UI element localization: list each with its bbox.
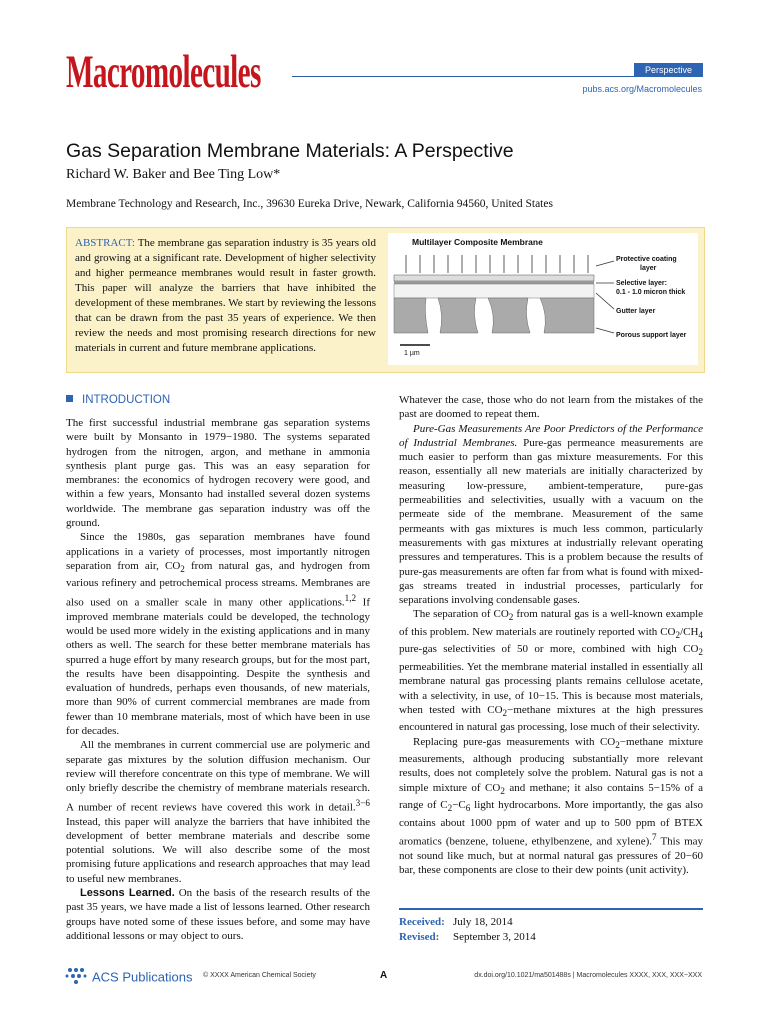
- authors: Richard W. Baker and Bee Ting Low*: [66, 167, 281, 182]
- toc-title: Multilayer Composite Membrane: [412, 237, 543, 247]
- journal-title: Macromolecules: [66, 46, 261, 98]
- toc-label-gutter: Gutter layer: [616, 308, 656, 315]
- article-type-badge: Perspective: [634, 63, 703, 77]
- article-title: Gas Separation Membrane Materials: A Perspective: [66, 140, 514, 162]
- revised-row: Revised: September 3, 2014: [399, 931, 536, 943]
- toc-label-selective2: 0.1 - 1.0 micron thick: [616, 289, 686, 296]
- abstract-label: ABSTRACT:: [75, 237, 135, 249]
- affiliation: Membrane Technology and Research, Inc., 39630 Eureka Drive, Newark, California 94560, United States: [66, 198, 553, 210]
- toc-label-selective1: Selective layer:: [616, 280, 667, 287]
- toc-label-porous: Porous support layer: [616, 332, 687, 339]
- toc-label-coating1: Protective coating: [616, 256, 677, 263]
- doi-citation[interactable]: dx.doi.org/10.1021/ma501488s | Macromolecules XXXX, XXX, XXX−XXX: [474, 972, 702, 979]
- intro-paragraph-1: The first successful industrial membrane gas separation systems were built by Monsanto in 1979−1980. The systems separated hydrogen from the nitrogen, argon, and methane in ammonia synthesis plant purge gas. This was an easy separation for membranes: the economics of hydrogen recovery were good, and within a few years, Monsanto had installed several dozen systems worldwide. The membrane gas separation industry was off the ground.: [66, 417, 370, 530]
- copyright: © XXXX American Chemical Society: [203, 972, 316, 979]
- article-dates: [399, 908, 703, 945]
- page-number: A: [380, 970, 388, 981]
- acs-logo-icon: [64, 966, 88, 988]
- abstract: [75, 236, 376, 356]
- pure-gas-paragraph: Pure-Gas Measurements Are Poor Predictors of the Performance of Industrial Membranes. Pure-gas permeance measurements are much easier to perform than gas mixture measurements. For this reason, essentially all new materials are initially characterized by measuring low-pressure, ambient-temperature, pure-gas permeabilities and selectivities, usually with a vacuum on the permeate side of the membrane. Measurement of the same permeants with gas mixtures is much less common, particularly measurements with gas mixtures at industrially relevant operating pressures and temperatures. This is a problem because the results of pure-gas measurements are often far from what is found with mixed-gas streams treated in industrial processes, particularly for separations involving condensable gases.: [399, 422, 703, 607]
- coating-layer: [394, 275, 594, 281]
- journal-url-link[interactable]: pubs.acs.org/Macromolecules: [582, 84, 702, 94]
- gutter-layer: [394, 284, 594, 298]
- toc-label-coating2: layer: [640, 265, 657, 272]
- right-paragraph-1: Whatever the case, those who do not learn from the mistakes of the past are doomed to repeat them.: [399, 394, 703, 421]
- selective-layer: [394, 281, 594, 284]
- mixture-paragraph: Replacing pure-gas measurements with $CO_2-methane$ mixture measurements, although producing substantially more relevant results, does not completely solve the problem. Natural gas is not a simple mixture of $CO_2$ and methane; it also contains 5−15% of a range of $C_2-C_6$ light hydrocarbons. More importantly, the gas also contains about 1000 ppm of water and up to 500 ppm of BTEX aromatics (benzene, toluene, ethylbenzene, and xylene).$^7$ This may not sound like much, but at normal natural gas pressures of 20−60 bar, these components are close to their dew points (unit activity).: [399, 735, 704, 877]
- intro-paragraph-3: All the membranes in current commercial use are polymeric and separate gas mixtures by the solution diffusion mechanism. Our review will therefore concentrate on this type of membrane. We will only briefly describe the chemistry of membrane materials research. A number of recent reviews have covered this work in detail.$^{3-6}$ Instead, this paper will analyze the barriers that have inhibited the development of better membrane materials and describe some potential solutions. We will also describe some of the most promising future applications and research approaches that may lead to useful new membranes.: [66, 739, 370, 885]
- section-square-icon: [66, 395, 73, 402]
- received-row: Received: July 18, 2014: [399, 916, 513, 928]
- abstract-text: The membrane gas separation industry is 35 years old and growing at a significant rate. Development of higher selectivity and higher permeance membranes would result in faster growth. This paper will analyze the barriers that have inhibited the development of these membranes. We start by reviewing the lessons that can be drawn from the past 35 years of experience. We then review the needs and most promising research directions for new materials in current and future membrane applications.: [75, 237, 376, 354]
- left-column: [66, 393, 370, 943]
- introduction-heading: INTRODUCTION: [66, 393, 370, 407]
- scale-label: 1 µm: [404, 350, 420, 357]
- co2-separation-paragraph: The separation of $CO_2$ from natural gas is a well-known example of this problem. New materials are routinely reported with $CO_2/CH_4$ pure-gas selectivities of 50 or more, combined with high $CO_2$ permeabilities. Yet the membrane material installed in essentially all membrane natural gas processing plants remains cellulose acetate, with a selectivity, in use, of 10−15. This is because most materials, when tested with $CO_2-methane$ mixtures at the high pressures encountered in natural gas processing, lose much of their selectivity.: [399, 608, 704, 734]
- toc-graphic: [388, 233, 698, 365]
- porous-support: [394, 298, 594, 333]
- right-column: [399, 393, 703, 877]
- lessons-paragraph: Lessons Learned. On the basis of the research results of the past 35 years, we have made a list of lessons learned. Other research groups have noted some of these issues before, and some may have additional lessons or may object to ours.: [66, 887, 370, 942]
- intro-paragraph-2: Since the 1980s, gas separation membranes have found applications in a variety of processes, most importantly nitrogen separation from air, $CO_2$ from natural gas, and hydrogen from various refinery and petrochemical process streams. Membranes are also used on a smaller scale in many other applications.$^{1,2}$ If improved membrane materials could be developed, the technology would be used more widely in the existing applications and in many others as well. The search for these better membrane materials has spurred a huge effort by many research groups, but for the most part, the results have been disappointing. Despite the synthesis and evaluation of hundreds, perhaps even thousands, of new materials, more than 90% of current commercial membranes are made from fewer than 10 membrane materials, most of which have been in use for decades.: [66, 531, 371, 738]
- acs-publications-logo: ACS Publications: [64, 966, 192, 988]
